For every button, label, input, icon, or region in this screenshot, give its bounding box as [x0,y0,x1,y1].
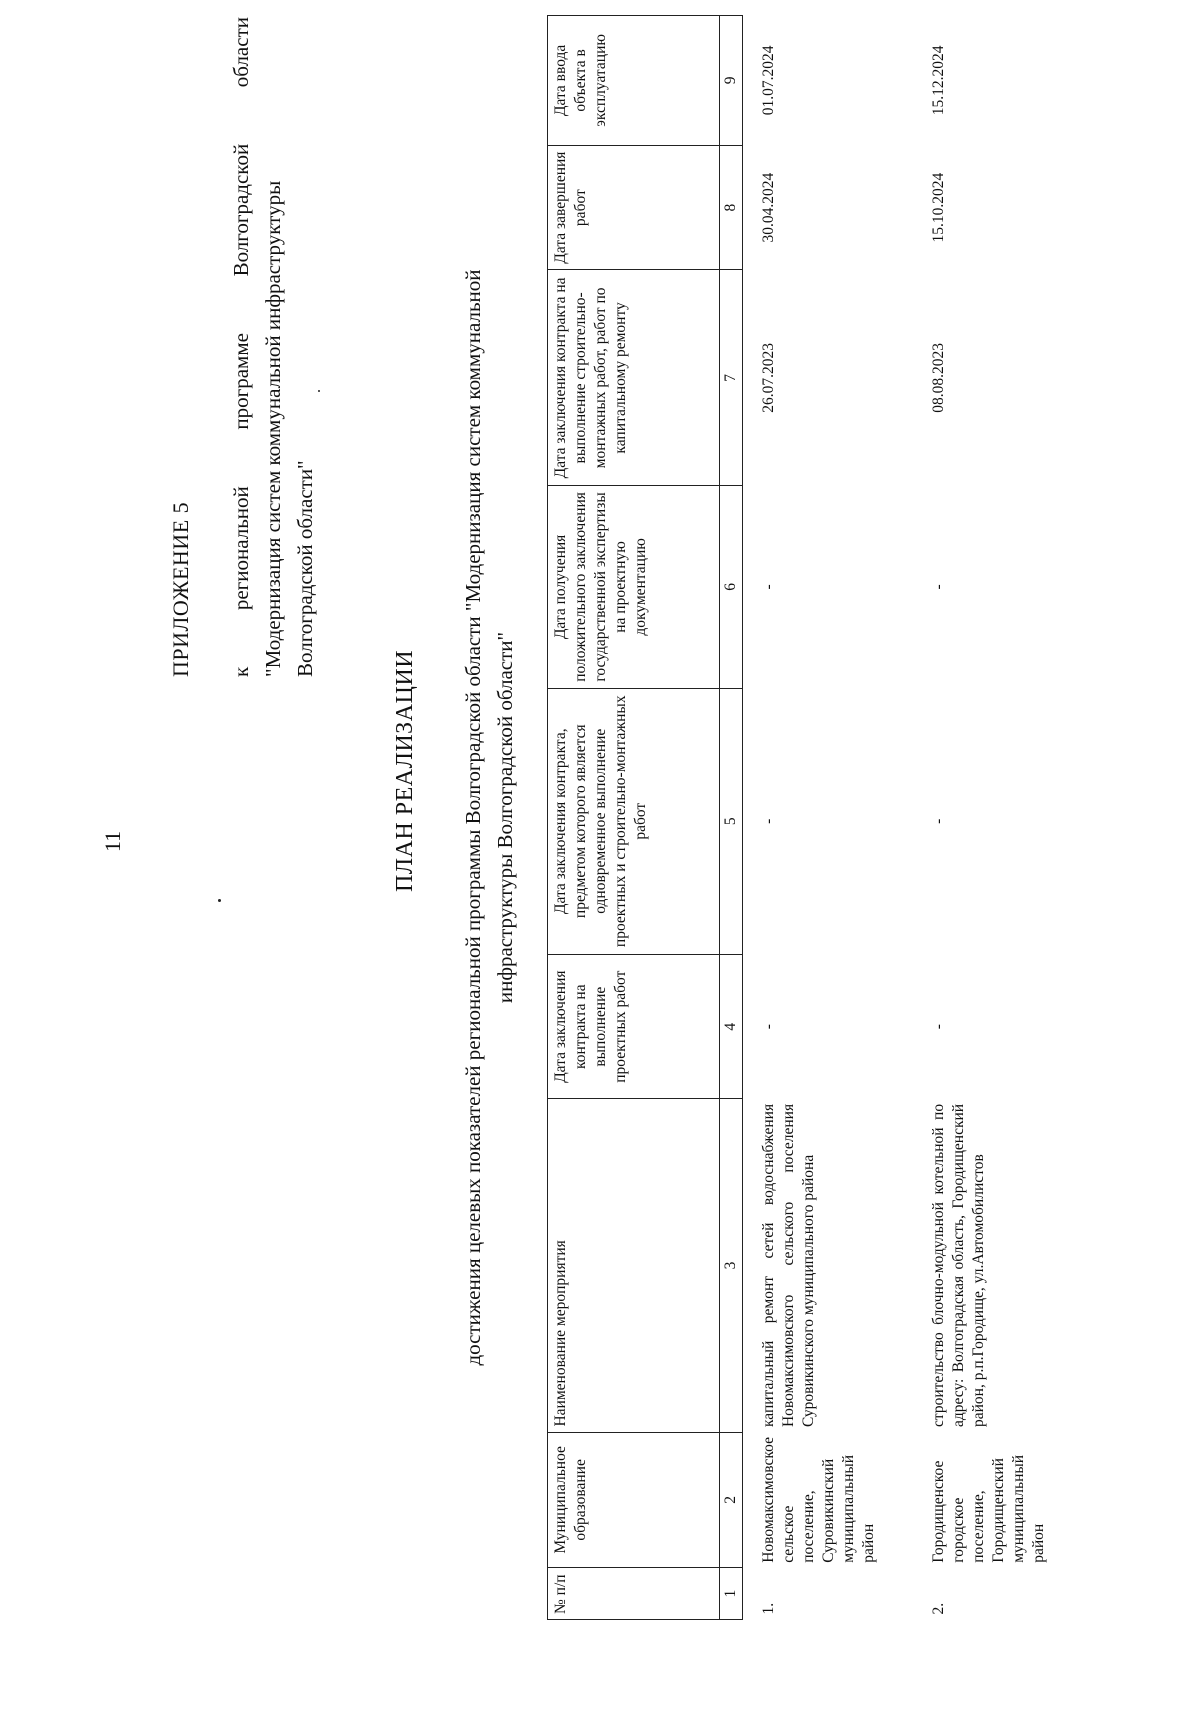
column-number: 6 [720,486,743,688]
appendix-title: ПРИЛОЖЕНИЕ 5 [168,501,193,677]
column-number: 5 [720,688,743,954]
header-cell: № п/п [548,1568,720,1620]
column-number: 3 [720,1099,743,1432]
date-cell: - [760,818,777,824]
table-header-row [548,16,720,1620]
event-cell: капитальный ремонт сетей водоснабжения Новомаксимовского сельского поселения Суровикинского муниципального района [760,1103,817,1428]
table-row [743,16,886,1620]
date-cell: 08.08.2023 [930,343,947,413]
page-number: 11 [100,830,125,852]
column-number: 2 [720,1432,743,1568]
column-number: 9 [720,16,743,146]
date-cell: - [760,1024,777,1030]
column-number: 7 [720,270,743,486]
plan-title: ПЛАН РЕАЛИЗАЦИИ [392,649,418,893]
date-cell: 26.07.2023 [760,343,777,413]
column-number-row [720,16,743,1620]
plan-table [547,15,1055,1620]
date-cell: 01.07.2024 [760,45,777,116]
appendix-line-1: к региональной программе Волгоградской области [229,17,253,677]
appendix-line-3: Волгоградской области" [293,460,317,677]
header-cell: Дата заключения контракта на выполнение строительно-монтажных работ, работ по капитальному ремонту [548,270,720,486]
event-cell: строительство блочно-модульной котельной по адресу: Волгоградская область, Городищенский район, р.п.Городище, ул.Автомобилистов [930,1103,987,1428]
column-number: 8 [720,145,743,270]
municipality-cell: Городищенское городское поселение, Городищенский муниципальный район [930,1454,1047,1563]
row-number: 1. [760,1602,777,1615]
header-cell: Дата заключения контракта на выполнение проектных работ [548,954,720,1098]
municipality-cell: Новомаксимовское сельское поселение, Суровикинский муниципальный район [760,1437,877,1563]
date-cell: - [930,1024,947,1030]
header-cell: Дата завершения работ [548,145,720,270]
date-cell: - [930,584,947,590]
scan-speck [218,899,221,902]
date-cell: 30.04.2024 [760,172,777,243]
plan-subtitle-line-1: достижения целевых показателей региональной программы Волгоградской области "Модернизация систем коммунальной [461,269,485,1366]
scan-speck [318,390,320,392]
date-cell: 15.10.2024 [930,172,947,243]
table-row [885,16,1055,1620]
plan-subtitle-line-2: инфраструктуры Волгоградской области" [493,631,517,1004]
row-number: 2. [930,1602,947,1615]
column-number: 4 [720,954,743,1098]
date-cell: - [930,818,947,824]
date-cell: - [760,584,777,590]
header-cell: Дата заключения контракта, предметом которого является одновременное выполнение проектных и строительно-монтажных работ [548,688,720,954]
column-number: 1 [720,1568,743,1620]
header-cell: Наименование мероприятия [548,1099,720,1432]
header-cell: Дата получения положительного заключения государственной экспертизы на проектную документацию [548,486,720,688]
header-cell: Дата ввода объекта в эксплуатацию [548,16,720,146]
header-cell: Муниципальное образование [548,1432,720,1568]
date-cell: 15.12.2024 [930,45,947,116]
appendix-line-2: "Модернизация систем коммунальной инфраструктуры [261,180,285,677]
